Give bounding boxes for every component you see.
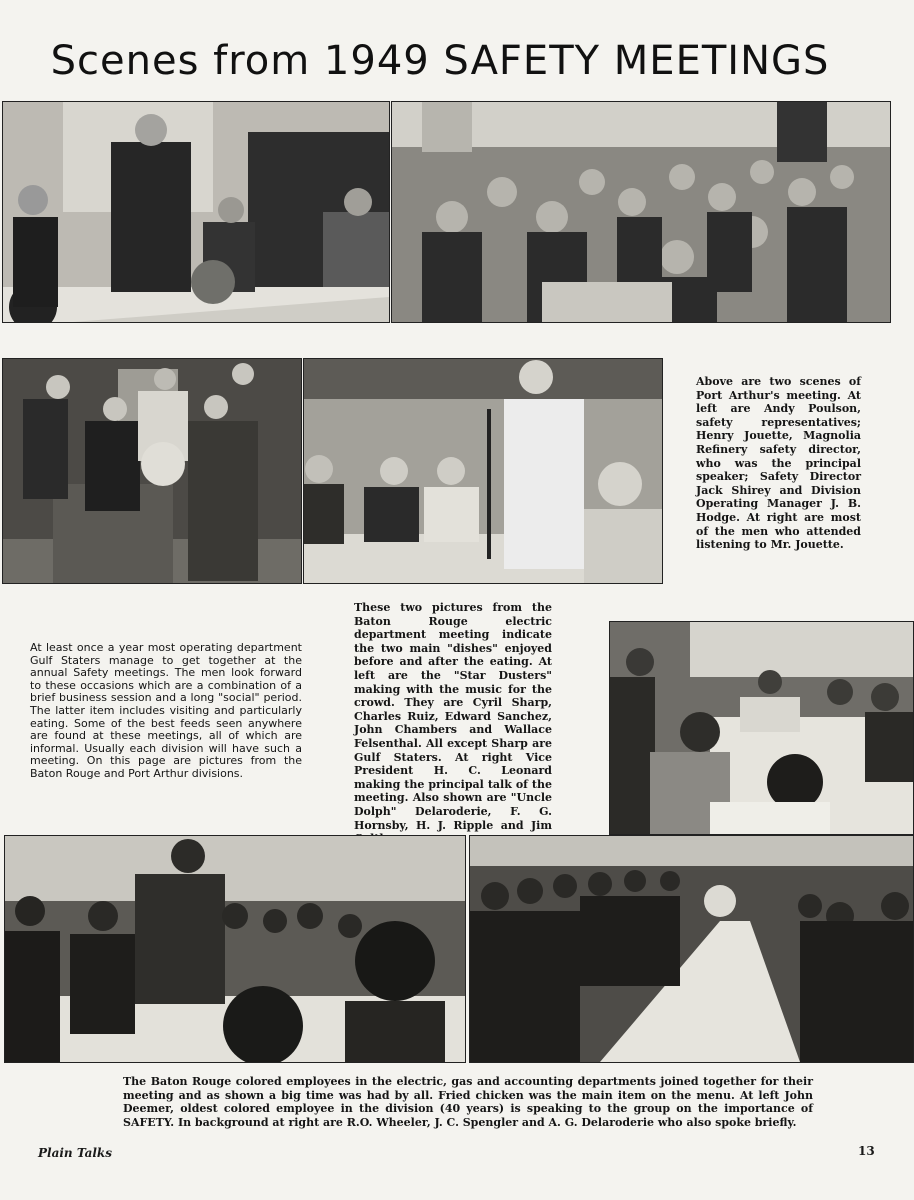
page-number: 13: [858, 1144, 875, 1158]
photo-long-banquet-table: [469, 835, 914, 1063]
photo-deemer-speaking: [4, 835, 466, 1063]
page-title: Scenes from 1949 SAFETY MEETINGS: [50, 38, 830, 84]
photo-baton-rouge-dinner: [609, 621, 914, 835]
photo-star-dusters-band: [2, 358, 302, 584]
photo-port-arthur-head-table: [2, 101, 390, 323]
caption-port-arthur: Above are two scenes of Port Arthur's meeting. At left are Andy Poulson, safety representatives; Henry Jouette, Magnolia Refinery safety director, who was the principal speaker; Safety Director Jack Shirey and Division Operating Manager J. B. Hodge. At right are most of the men who attended listening to Mr. Jouette.: [696, 375, 861, 552]
caption-baton-rouge-electric: These two pictures from the Baton Rouge electric department meeting indicate the two main "dishes" enjoyed before and after the eating. At left are the "Star Dusters" making with the music for the crowd. They are Cyril Sharp, Charles Ruiz, Edward Sanchez, John Chambers and Wallace Felsenthal. All except Sharp are Gulf Staters. At right Vice President H. C. Leonard making the principal talk of the meeting. Also shown are "Uncle Dolph" Delaroderie, F. G. Hornsby, H. J. Ripple and Jim: [354, 601, 552, 832]
photo-leonard-speaking: [303, 358, 663, 584]
photo-port-arthur-audience: [391, 101, 891, 323]
publication-name: Plain Talks: [38, 1146, 113, 1160]
caption-baton-rouge-colored: The Baton Rouge colored employees in the electric, gas and accounting departments joined together for their meeting and as shown a big time was had by all. Fried chicken was the main item on the menu. At left John Deemer, oldest colored employee in the division (40 years) is speaking to the group on the importance of SAFETY. In background at right are R.O. Wheeler, J. C. Spengler and A. G. Delaroderie who also spoke briefly.: [123, 1075, 813, 1129]
caption-intro: At least once a year most operating department Gulf Staters manage to get together at the annual Safety meetings. The men look forward to these occasions which are a combination of a brief business session and a long "social" period. The latter item includes visiting and particularly eating. Some of the best feeds seen anywhere are found at these meetings, all of which are informal. Usually each division will have such a meeting. On this page are pictures from the Baton Rouge and Port Arthur divisions.: [30, 641, 302, 780]
